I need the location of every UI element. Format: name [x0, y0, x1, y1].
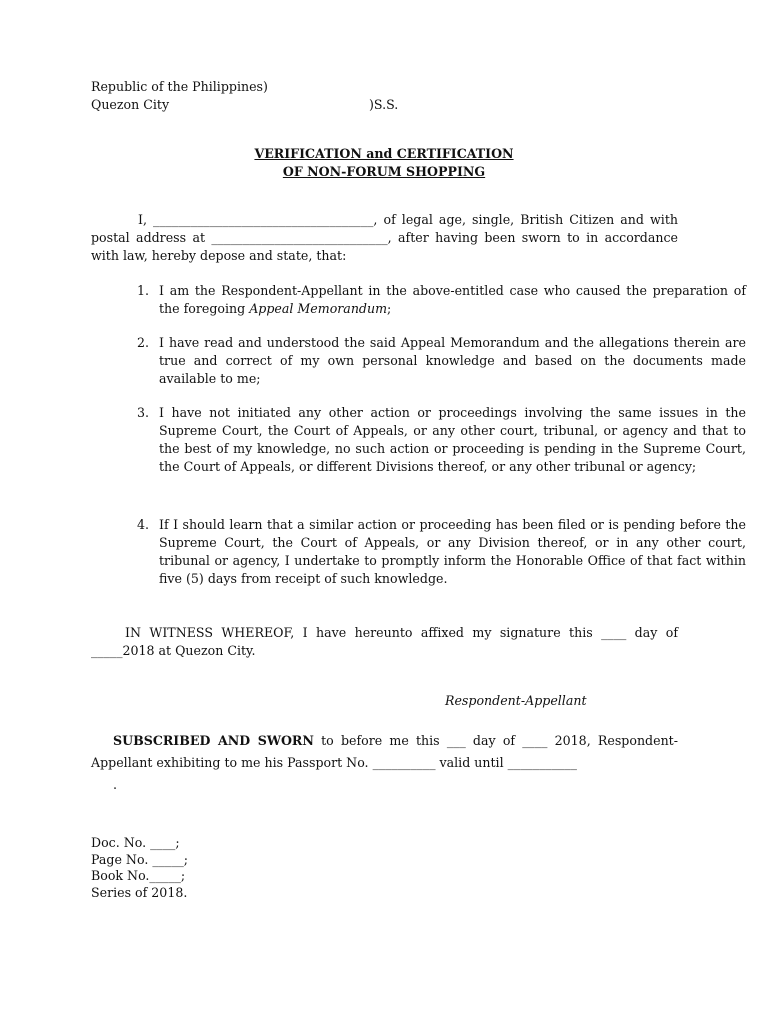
jurat-text: to before me this ___ day of ____ 2018, Respondent-Appellant exhibiting to me his Passport No. __________ valid until ___________	[91, 733, 678, 770]
list-item-text: I have not initiated any other action or proceedings involving the same issues in the Supreme Court, the Court of Appeals, or any other court, tribunal, or agency and that to the best of my knowledge, no such action or proceeding is pending in the Supreme Court, the Court of Appeals, or different Divisions thereof, or any other tribunal or agency;	[159, 405, 746, 474]
title-line-1: VERIFICATION and CERTIFICATION	[254, 146, 514, 161]
list-item	[91, 334, 746, 388]
venue-ss: )S.S.	[369, 97, 399, 112]
doc-no: Doc. No. ____;	[91, 835, 180, 850]
venue-block	[91, 78, 399, 114]
series: Series of 2018.	[91, 884, 188, 900]
witness-paragraph: IN WITNESS WHEREOF, I have hereunto affixed my signature this ____ day of _____2018 at Quezon City.	[91, 625, 678, 658]
list-item-text: I am the Respondent-Appellant in the above-entitled case who caused the preparation of the foregoing	[159, 283, 746, 316]
list-item-text-end: ;	[387, 301, 392, 316]
list-item-number: 2.	[137, 335, 150, 350]
list-item	[91, 404, 746, 476]
list-item	[91, 516, 746, 588]
intro-paragraph: I, ___________________________________, of legal age, single, British Citizen and with postal address at ____________________________, after having been sworn to in accordance with law, hereby depose and state, that:	[91, 212, 678, 263]
list-item-number: 1.	[137, 283, 150, 298]
venue-line-city: Quezon City	[91, 97, 170, 112]
document-title	[0, 145, 768, 181]
venue-line-republic: Republic of the Philippines)	[91, 79, 268, 94]
notarial-register	[91, 834, 188, 900]
title-line-2: OF NON-FORUM SHOPPING	[282, 164, 486, 179]
jurat-paragraph	[91, 730, 678, 774]
list-item-number: 3.	[137, 405, 150, 420]
page-no: Page No. _____;	[91, 851, 189, 867]
signature-label: Respondent-Appellant	[445, 693, 587, 708]
list-item-text: I have read and understood the said Appeal Memorandum and the allegations therein are true and correct of my own personal knowledge and based on the documents made available to me;	[159, 335, 746, 386]
jurat-dot: .	[113, 777, 118, 792]
jurat-bold-text: SUBSCRIBED AND SWORN	[113, 733, 314, 748]
list-item	[91, 282, 746, 318]
appeal-memorandum-emphasis: Appeal Memorandum	[249, 301, 388, 316]
list-item-text: If I should learn that a similar action or proceeding has been filed or is pending before the Supreme Court, the Court of Appeals, or any Division thereof, or in any other court, tribunal or agency, I undertake to promptly inform the Honorable Office of that fact within five (5) days from receipt of such knowledge.	[159, 517, 746, 586]
book-no: Book No._____;	[91, 868, 186, 883]
list-item-number: 4.	[137, 517, 150, 532]
